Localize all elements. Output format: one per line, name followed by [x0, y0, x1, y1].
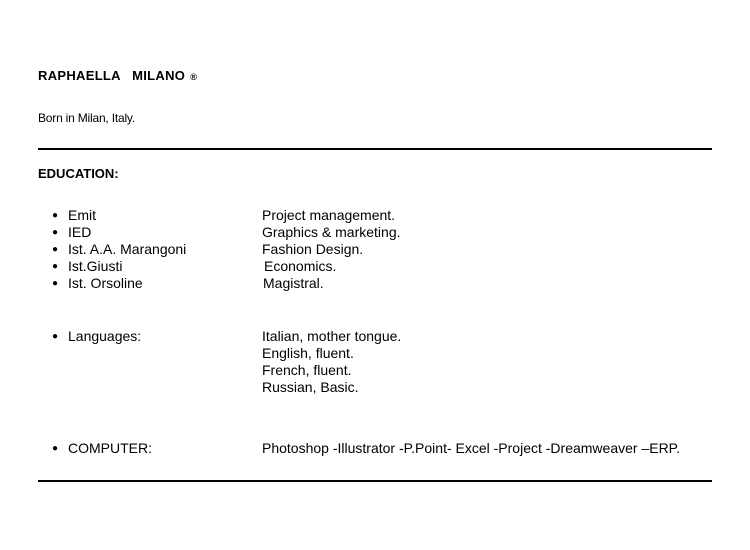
- language-entry: French, fluent.: [262, 362, 352, 378]
- education-subject: Graphics & marketing.: [262, 224, 401, 240]
- name-text: RAPHAELLA MILANO: [38, 68, 186, 83]
- bullet-icon: ●: [52, 278, 59, 289]
- language-entry: English, fluent.: [262, 345, 354, 361]
- bullet-icon: ●: [52, 331, 59, 342]
- birthplace-text: Born in Milan, Italy.: [38, 111, 135, 125]
- education-school: IED: [68, 224, 92, 240]
- computer-label: COMPUTER:: [68, 440, 152, 456]
- bottom-divider: [38, 480, 712, 482]
- bullet-icon: ●: [52, 261, 59, 272]
- bullet-icon: ●: [52, 443, 59, 454]
- computer-skills: Photoshop -Illustrator -P.Point- Excel -Project -Dreamweaver –ERP.: [262, 440, 681, 456]
- education-heading: EDUCATION:: [38, 166, 119, 181]
- bullet-icon: ●: [52, 227, 59, 238]
- education-subject: Economics.: [264, 258, 337, 274]
- candidate-name: [38, 68, 197, 83]
- languages-label: Languages:: [68, 328, 142, 344]
- language-entry: Russian, Basic.: [262, 379, 359, 395]
- top-divider: [38, 148, 712, 150]
- education-subject: Project management.: [262, 207, 396, 223]
- education-school: Emit: [68, 207, 96, 223]
- education-subject: Fashion Design.: [262, 241, 364, 257]
- education-school: Ist. Orsoline: [68, 275, 143, 291]
- bullet-icon: ●: [52, 244, 59, 255]
- language-entry: Italian, mother tongue.: [262, 328, 402, 344]
- education-school: Ist.Giusti: [68, 258, 123, 274]
- registered-mark: ®: [190, 72, 198, 82]
- education-subject: Magistral.: [263, 275, 324, 291]
- education-school: Ist. A.A. Marangoni: [68, 241, 187, 257]
- bullet-icon: ●: [52, 210, 59, 221]
